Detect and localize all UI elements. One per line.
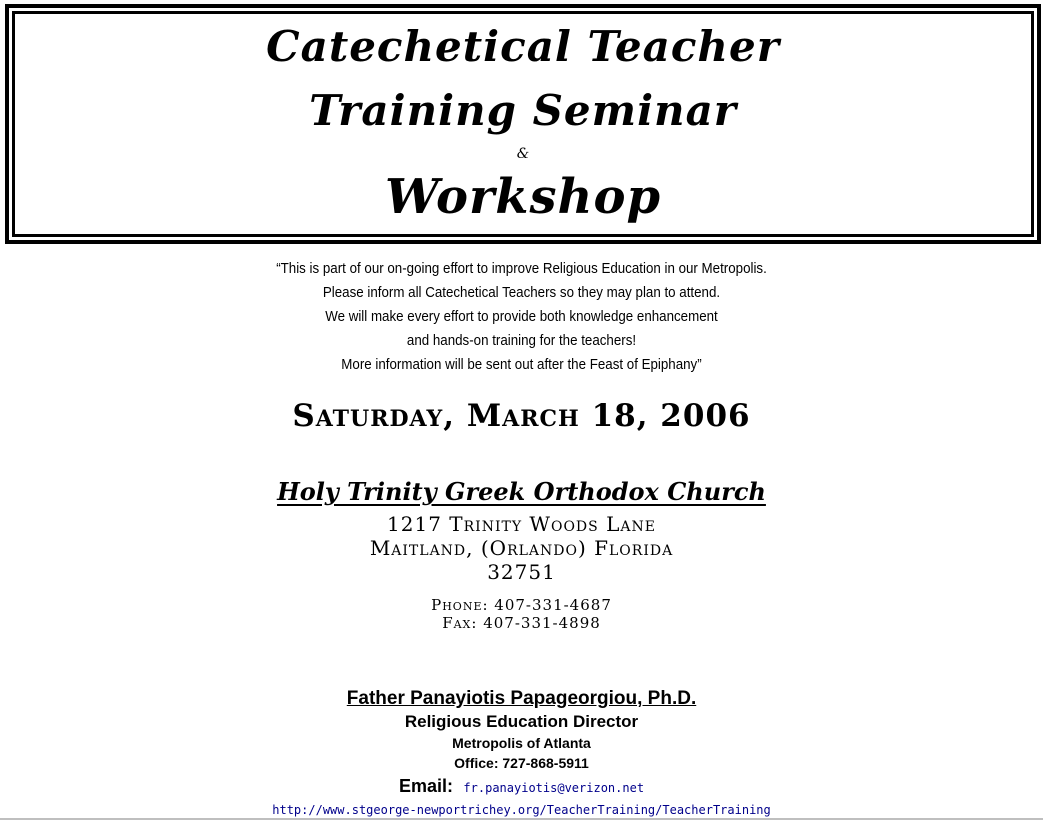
email-row: [0, 776, 1043, 797]
email-label: Email:: [398, 776, 453, 796]
venue-name-text: Holy Trinity Greek Orthodox Church: [277, 477, 766, 506]
title-box: [5, 4, 1041, 244]
contact-name: Father Panayiotis Papageorgiou, Ph.D.: [346, 688, 697, 709]
quote-line: We will make every effort to provide both knowledge enhancement: [325, 309, 718, 325]
event-date: Saturday, March 18, 2006: [292, 398, 751, 434]
venue-street: 1217 Trinity Woods Lane: [387, 512, 656, 536]
contact-office: Office: 727-868-5911: [454, 755, 589, 771]
venue-fax: Fax: 407-331-4898: [442, 614, 601, 632]
title-line-2: Training Seminar: [309, 86, 737, 135]
venue-phone: Phone: 407-331-4687: [431, 596, 612, 614]
website-link[interactable]: http://www.stgeorge-newportrichey.org/TeacherTraining/TeacherTraining: [272, 803, 771, 817]
contact-title: Religious Education Director: [404, 712, 639, 731]
announcement-quote: [42, 257, 1002, 377]
contact-block: [0, 687, 1043, 773]
quote-line: “This is part of our on-going effort to improve Religious Education in our Metropolis.: [276, 261, 767, 277]
venue-city: Maitland, (Orlando) Florida: [369, 536, 674, 560]
title-inner-frame: [12, 11, 1034, 237]
quote-line: Please inform all Catechetical Teachers so they may plan to attend.: [322, 285, 721, 301]
title-line-1: Catechetical Teacher: [266, 22, 780, 71]
quote-line: and hands-on training for the teachers!: [406, 333, 637, 349]
title-line-3: Workshop: [384, 169, 662, 225]
title-ampersand: &: [516, 146, 530, 162]
venue-name: [0, 477, 1043, 506]
venue-zip: 32751: [487, 560, 556, 584]
contact-org: Metropolis of Atlanta: [452, 735, 591, 751]
venue-phones: [0, 596, 1043, 632]
bottom-divider: [0, 818, 1043, 820]
quote-line: More information will be sent out after the Feast of Epiphany”: [341, 357, 702, 373]
venue-address: [0, 512, 1043, 584]
email-link[interactable]: fr.panayiotis@verizon.net: [463, 781, 645, 795]
